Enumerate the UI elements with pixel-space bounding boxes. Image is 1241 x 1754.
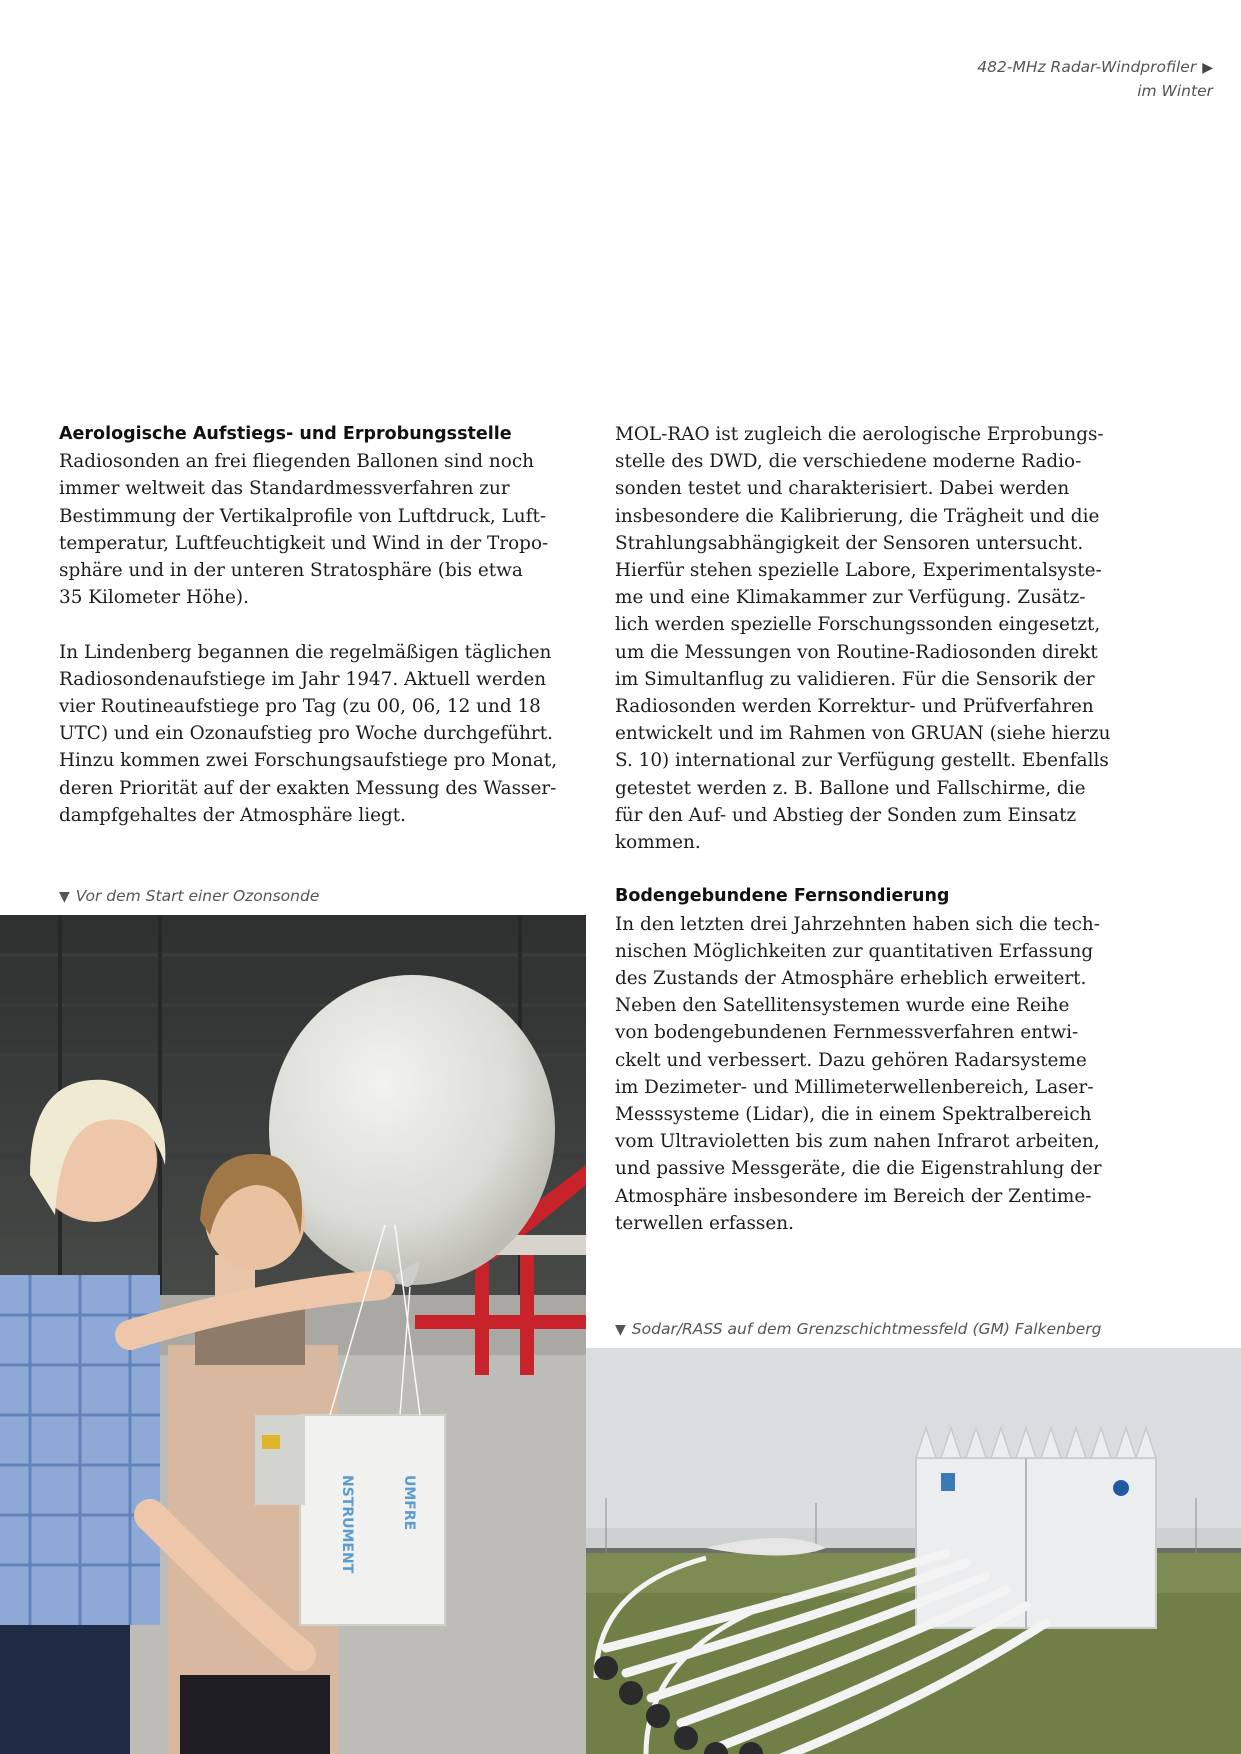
left-photo-caption xyxy=(59,885,319,908)
right-photo-caption-text: Sodar/RASS auf dem Grenzschichtmessfeld (GM) Falkenberg xyxy=(631,1320,1102,1338)
photo-ozonsonde-launch xyxy=(0,915,586,1754)
right-paragraph-1: MOL-RAO ist zugleich die aerologische Erprobungs- stelle des DWD, die verschiedene moderne Radio- sonden testet und charakterisiert. Dabei werden insbesondere die Kalibrierung, die Trägheit und die Strahlungsabhängigkeit der Sensoren untersucht. Hierfür stehen spezielle Labore, Experimentalsyste- me und eine Klimakammer zur Verfügung. Zusätz- lich werden spezielle Forschungssonden eingesetzt, um die Messungen von Routine-Radiosonden direkt im Simultanflug zu validieren. Für die Sensorik der Radiosonden werden Korrektur- und Prüfverfahren entwickelt und im Rahmen von GRUAN (siehe hierzu S. 10) international zur Verfügung gestellt. Ebenfalls getestet werden z. B. Ballone und Fallschirme, die für den Auf- und Abstieg der Sonden zum Einsatz kommen. xyxy=(615,424,1111,854)
top-caption-line1: 482-MHz Radar-Windprofiler xyxy=(977,58,1197,76)
right-triangle-icon: ▶ xyxy=(1202,60,1213,76)
instrument-box-label-1: NSTRUMENT xyxy=(339,1475,355,1574)
photo-sodar-illustration xyxy=(586,1348,1241,1754)
photo-ozonsonde-illustration xyxy=(0,915,586,1754)
instrument-box-label-2: UMFRE xyxy=(401,1475,417,1531)
left-paragraph-1: Radiosonden an frei fliegenden Ballonen sind noch immer weltweit das Standardmessverfahren zur Bestimmung der Vertikalprofile von Luftdruck, Luft- temperatur, Luftfeuchtigkeit und Wind in der Tropo- sphäre und in der unteren Stratosphäre (bis etwa 35 Kilometer Höhe). xyxy=(59,451,549,609)
down-triangle-icon: ▼ xyxy=(59,889,70,905)
left-photo-caption-text: Vor dem Start einer Ozonsonde xyxy=(75,887,320,905)
top-caption-line2: im Winter xyxy=(1137,82,1213,100)
section-heading-aerologische: Aerologische Aufstiegs- und Erprobungsstelle xyxy=(59,424,512,444)
top-photo-caption xyxy=(853,56,1213,103)
left-text-column xyxy=(59,421,587,829)
left-paragraph-2: In Lindenberg begannen die regelmäßigen täglichen Radiosondenaufstiege im Jahr 1947. Aktuell werden vier Routineaufstiege pro Tag (zu 00, 06, 12 und 18 UTC) und ein Ozonaufstieg pro Woche durchgeführt. Hinzu kommen zwei Forschungsaufstiege pro Monat, deren Priorität auf der exakten Messung des Wasser- dampfgehaltes der Atmosphäre liegt. xyxy=(59,641,558,826)
photo-sodar-rass xyxy=(586,1348,1241,1754)
down-triangle-icon: ▼ xyxy=(615,1322,626,1338)
right-photo-caption xyxy=(615,1318,1102,1341)
right-paragraph-2: In den letzten drei Jahrzehnten haben sich die tech- nischen Möglichkeiten zur quantitativen Erfassung des Zustands der Atmosphäre erheblich erweitert. Neben den Satellitensystemen wurde eine Reihe von bodengebundenen Fernmessverfahren entwi- ckelt und verbessert. Dazu gehören Radarsysteme im Dezimeter- und Millimeterwellenbereich, Laser- Messsysteme (Lidar), die in einem Spektralbereich vom Ultravioletten bis zum nahen Infrarot arbeiten, und passive Messgeräte, die die Eigenstrahlung der Atmosphäre insbesondere im Bereich der Zentime- terwellen erfassen. xyxy=(615,913,1102,1234)
right-text-column xyxy=(615,421,1145,1237)
section-heading-bodengebundene: Bodengebundene Fernsondierung xyxy=(615,886,950,907)
